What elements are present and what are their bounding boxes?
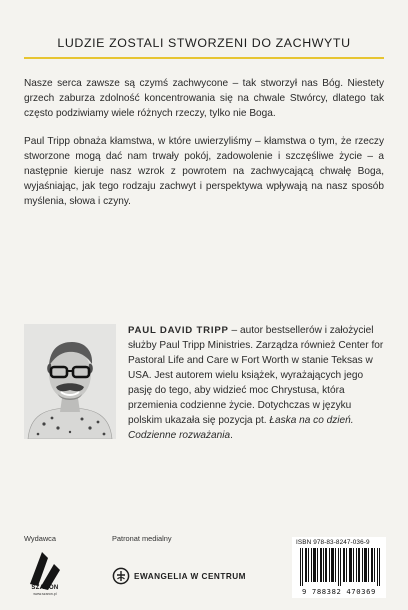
media-patron-name: EWANGELIA W CENTRUM bbox=[134, 572, 246, 581]
barcode-icon bbox=[296, 548, 384, 586]
author-bio-text: – autor bestsellerów i założyciel służby Paul Tripp Ministries. Zarządza również Center for Pastoral Life and Care w Fort Worth w stanie Teksas w USA. Jest autorem wielu książek, wyrażających jego pasję do tego, aby widzieć moc Chrystusa, która przemienia codzienne życie. Dotychczas w języku polskim ukazała się pozycja pt. bbox=[128, 325, 384, 426]
ean-number: 9 788382 470369 bbox=[302, 587, 376, 596]
cover-headline: LUDZIE ZOSTALI STWORZENI DO ZACHWYTU bbox=[57, 36, 351, 50]
publisher-name: SZARON bbox=[31, 585, 59, 591]
author-photo bbox=[24, 324, 116, 439]
author-bio bbox=[128, 323, 384, 443]
publisher-url: www.szaron.pl bbox=[33, 592, 57, 596]
publisher-label: Wydawca bbox=[24, 534, 56, 543]
ewangelia-w-centrum-logo-icon bbox=[112, 567, 130, 585]
headline-underline bbox=[24, 57, 384, 59]
isbn-number: ISBN 978-83-8247-036-9 bbox=[296, 539, 370, 546]
author-portrait-illustration bbox=[24, 324, 116, 439]
author-name: PAUL DAVID TRIPP bbox=[128, 325, 229, 336]
blurb-paragraph-1: Nasze serca zawsze są czymś zachwycone – tak stworzył nas Bóg. Niestety grzech zaburza zdolność koncentrowania się na chwale Stwórcy, dlatego tak często podziwiamy wiele różnych rzeczy, tylko nie Boga. bbox=[24, 78, 384, 119]
blurb-paragraph-2: Paul Tripp obnaża kłamstwa, w które uwierzyliśmy – kłamstwa o tym, że rzeczy stworzone mogą dać nam trwały pokój, zadowolenie i szczęśliwe życie – a następnie kieruje nasz wzrok z powrotem na zachwycającą chwałę Boga, wyjaśniając, jak tego rodzaju zachwyt i perspektywa wpływają na nasz sposób myślenia, słowa i czyny. bbox=[24, 136, 384, 207]
author-bio-end: . bbox=[230, 430, 233, 441]
author-book-title: Łaska na co dzień. Codzienne rozważania bbox=[128, 415, 354, 441]
media-patron-label: Patronat medialny bbox=[112, 534, 172, 543]
